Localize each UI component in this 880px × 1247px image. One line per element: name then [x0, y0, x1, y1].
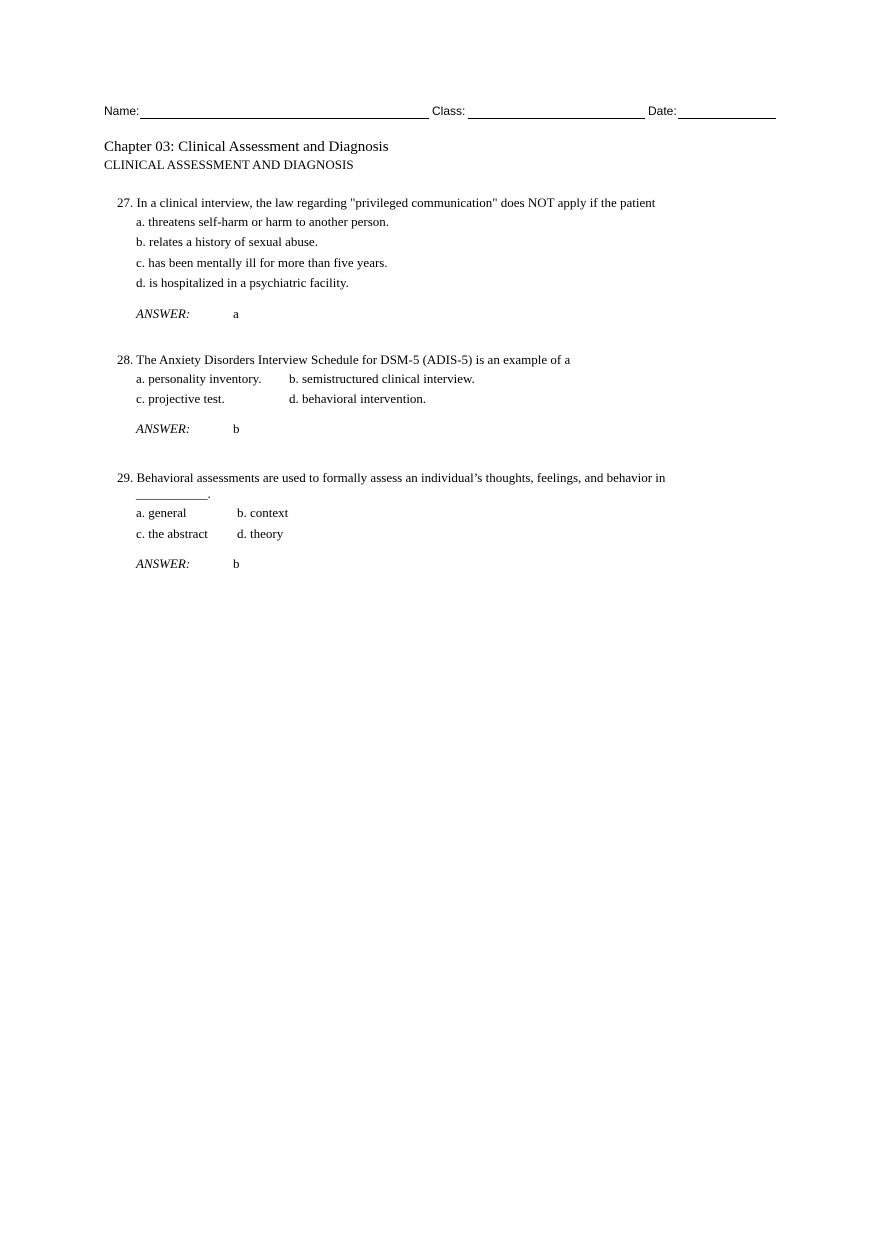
class-blank	[468, 118, 645, 119]
question-blank: ___________.	[136, 486, 211, 501]
option-a: a. personality inventory.	[136, 371, 262, 386]
option-d: d. is hospitalized in a psychiatric facility.	[136, 275, 349, 290]
chapter-title: Chapter 03: Clinical Assessment and Diagnosis	[104, 139, 389, 155]
answer-label: ANSWER:	[136, 306, 191, 321]
question-27	[117, 195, 797, 325]
answer-value: b	[233, 556, 240, 571]
answer-label: ANSWER:	[136, 556, 191, 571]
question-28	[117, 352, 797, 442]
option-d: d. theory	[237, 526, 284, 541]
question-text: 28. The Anxiety Disorders Interview Schedule for DSM-5 (ADIS-5) is an example of a	[117, 352, 571, 367]
student-info-header	[104, 104, 776, 122]
option-d: d. behavioral intervention.	[289, 391, 427, 406]
option-c: c. the abstract	[136, 526, 208, 541]
answer-value: b	[233, 421, 240, 436]
option-c: c. projective test.	[136, 391, 225, 406]
class-label: Class:	[432, 104, 466, 118]
question-text: 27. In a clinical interview, the law regarding "privileged communication" does NOT apply if the patient	[117, 195, 656, 210]
question-text: 29. Behavioral assessments are used to formally assess an individual’s thoughts, feelings, and behavior in	[117, 470, 666, 485]
option-b: b. semistructured clinical interview.	[289, 371, 475, 386]
option-a: a. threatens self-harm or harm to another person.	[136, 214, 390, 229]
name-blank	[140, 118, 429, 119]
date-label: Date:	[648, 104, 677, 118]
answer-label: ANSWER:	[136, 421, 191, 436]
option-a: a. general	[136, 505, 187, 520]
option-b: b. relates a history of sexual abuse.	[136, 234, 318, 249]
question-29	[117, 470, 817, 580]
answer-value: a	[233, 306, 239, 321]
option-b: b. context	[237, 505, 289, 520]
chapter-subtitle: CLINICAL ASSESSMENT AND DIAGNOSIS	[104, 157, 354, 172]
name-label: Name:	[104, 104, 140, 118]
option-c: c. has been mentally ill for more than five years.	[136, 255, 388, 270]
date-blank	[678, 118, 776, 119]
